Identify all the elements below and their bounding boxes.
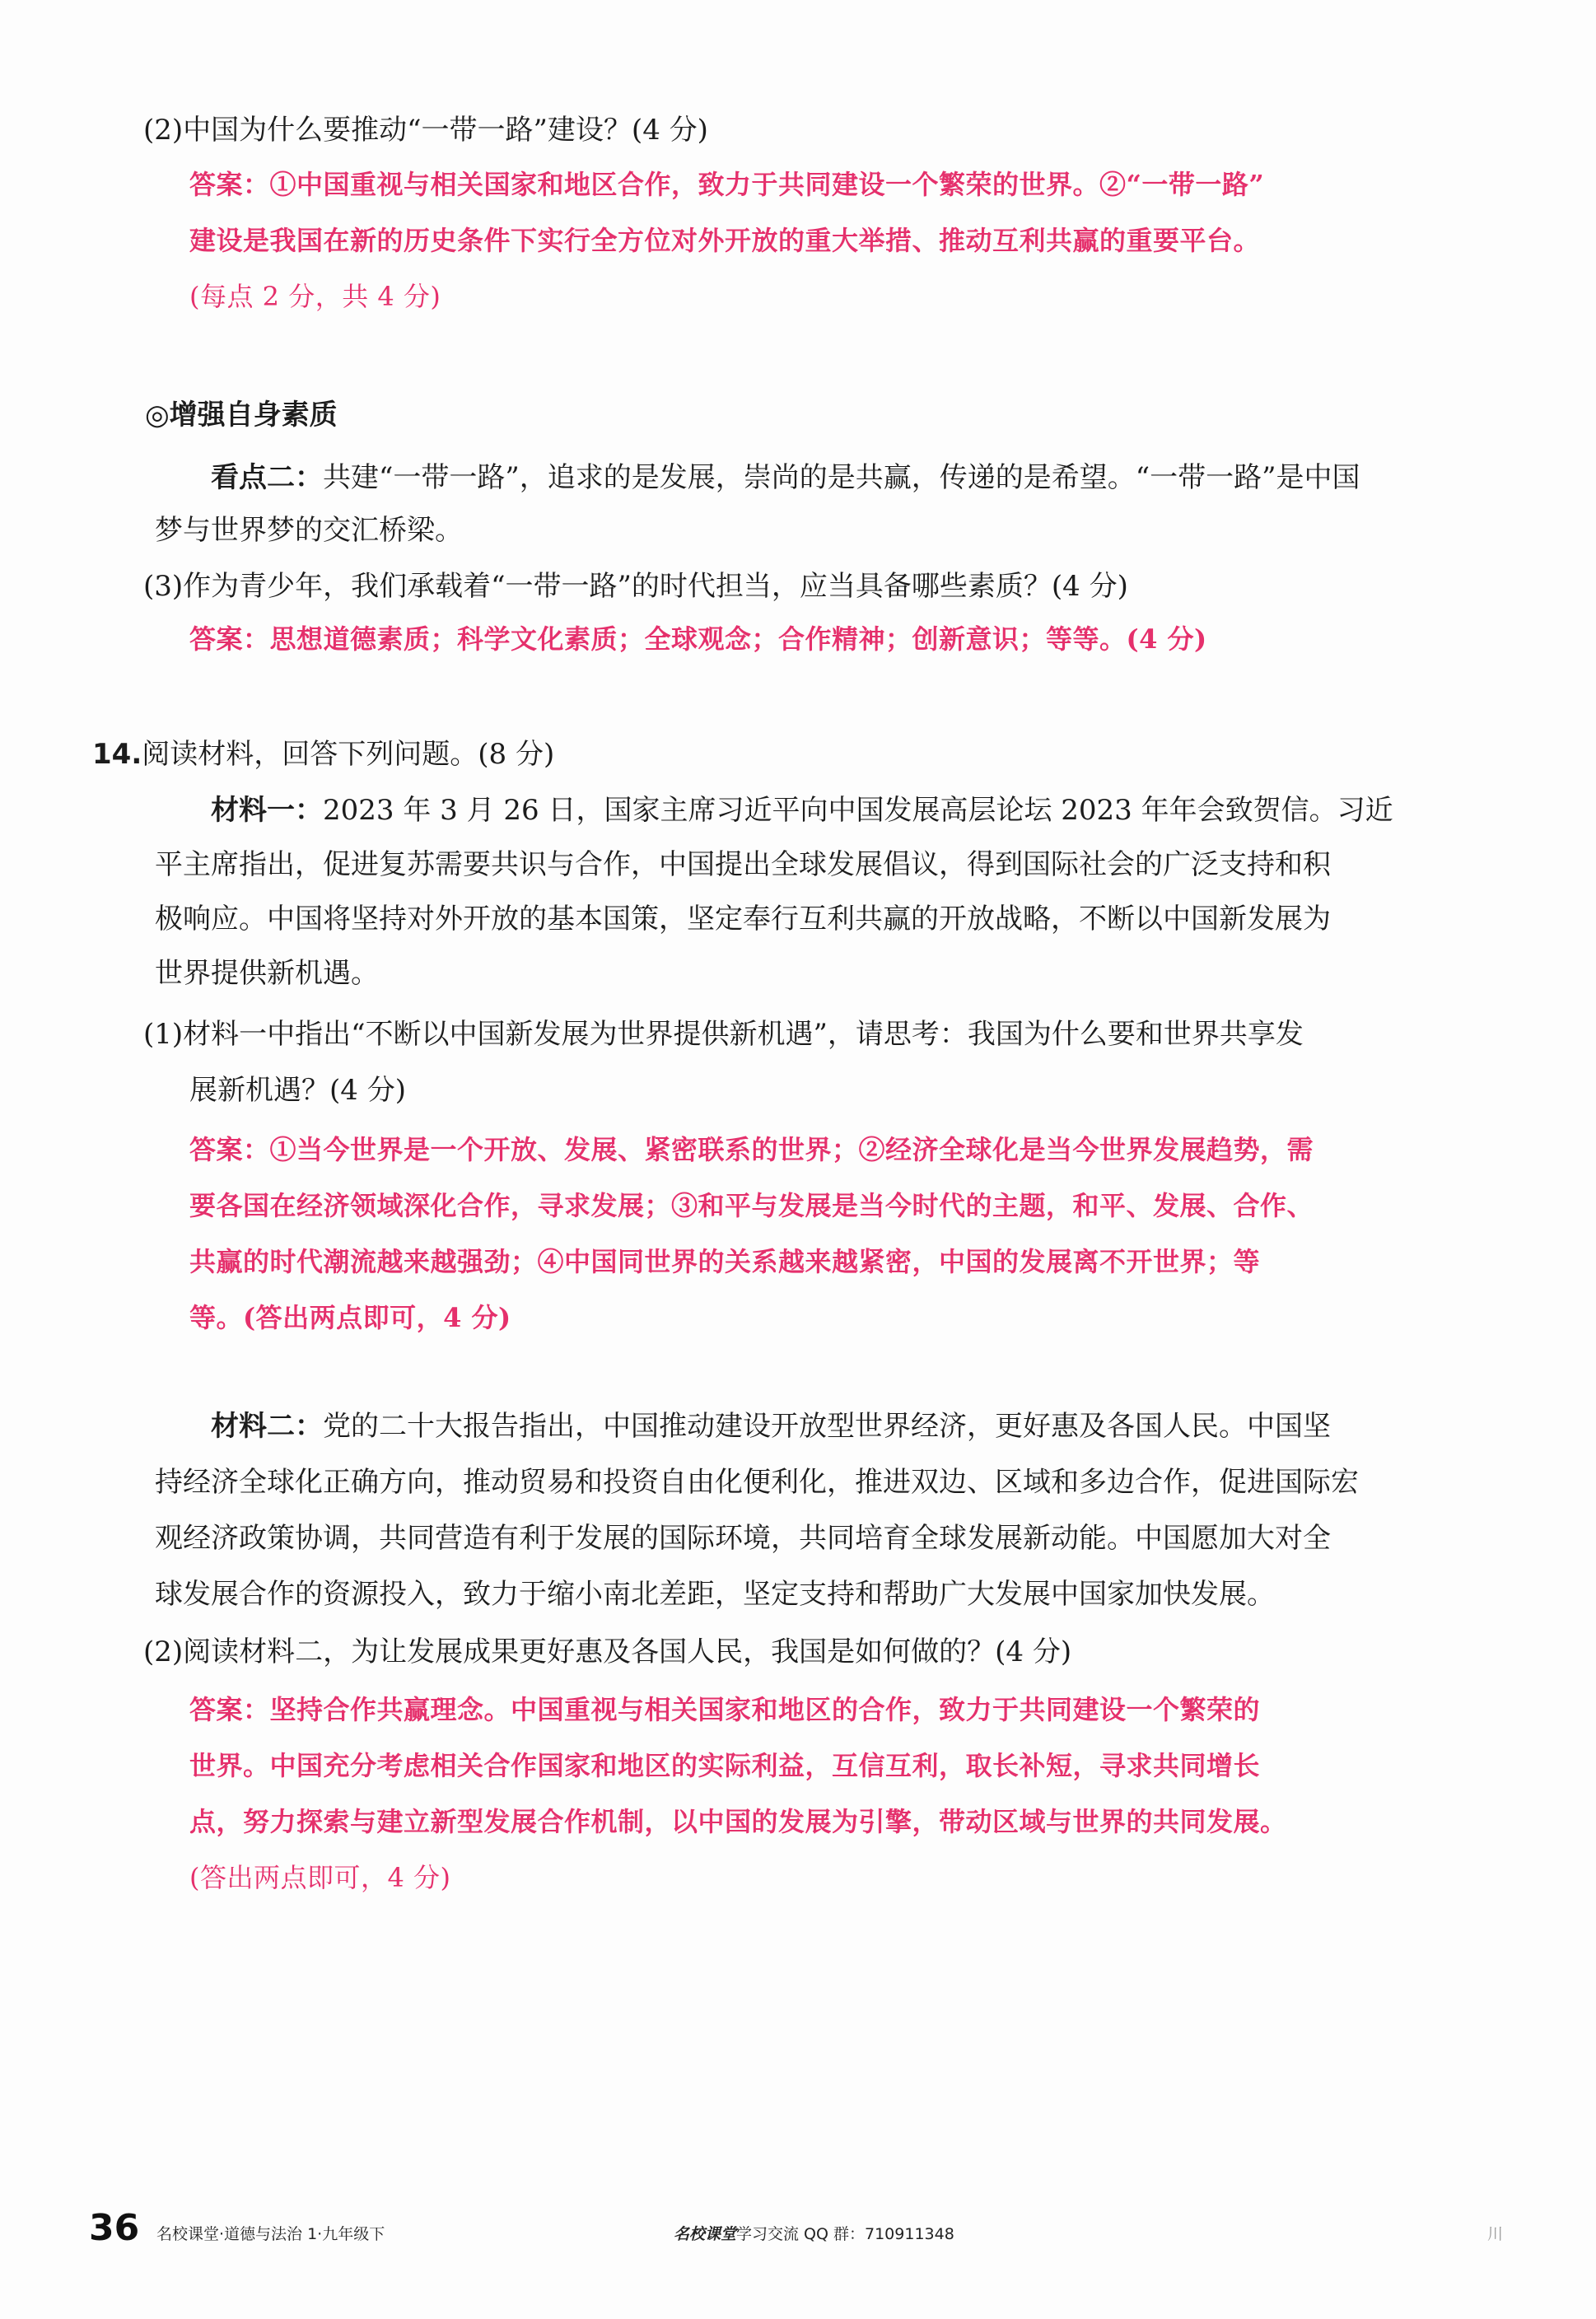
answer-line: 答案：①中国重视与相关国家和地区合作，致力于共同建设一个繁荣的世界。②“一带一路” bbox=[189, 169, 1265, 200]
material-lead: 看点二： bbox=[211, 461, 323, 494]
material-line: 世界提供新机遇。 bbox=[155, 957, 379, 990]
answer-line: 世界。中国充分考虑相关合作国家和地区的实际利益，互信互利，取长补短，寻求共同增长 bbox=[189, 1750, 1261, 1781]
question-14-header bbox=[92, 735, 554, 774]
answer-line: 共赢的时代潮流越来越强劲；④中国同世界的关系越来越紧密，中国的发展离不开世界；等 bbox=[189, 1246, 1261, 1277]
footer-brand bbox=[674, 2223, 954, 2245]
page-number: 36 bbox=[89, 2207, 140, 2249]
answer-score-note: (答出两点即可，4 分) bbox=[189, 1862, 451, 1893]
region-mark: 川 bbox=[1487, 2225, 1504, 2243]
answer-line: 答案：坚持合作共赢理念。中国重视与相关国家和地区的合作，致力于共同建设一个繁荣的 bbox=[189, 1694, 1261, 1725]
answer-line: 点，努力探索与建立新型发展合作机制，以中国的发展为引擎，带动区域与世界的共同发展。 bbox=[189, 1806, 1287, 1837]
question-number: 14. bbox=[92, 738, 142, 771]
question-prompt: 阅读材料，回答下列问题。(8 分) bbox=[142, 738, 555, 771]
answer-score-note: (每点 2 分，共 4 分) bbox=[189, 281, 441, 312]
material-line: 梦与世界梦的交汇桥梁。 bbox=[155, 514, 463, 547]
material-line: 党的二十大报告指出，中国推动建设开放型世界经济，更好惠及各国人民。中国坚 bbox=[323, 1410, 1331, 1443]
page-footer bbox=[0, 2207, 1596, 2256]
answer-line: 等。(答出两点即可，4 分) bbox=[189, 1302, 511, 1333]
answer-line: 建设是我国在新的历史条件下实行全方位对外开放的重大举措、推动互利共赢的重要平台。 bbox=[189, 225, 1261, 256]
qq-group-text: 学习交流 QQ 群：710911348 bbox=[736, 2225, 954, 2243]
material-paragraph bbox=[211, 791, 1393, 830]
answer-line: 答案：①当今世界是一个开放、发展、紧密联系的世界；②经济全球化是当今世界发展趋势，需 bbox=[189, 1134, 1314, 1165]
material-line: 共建“一带一路”，追求的是发展，崇尚的是共赢，传递的是希望。“一带一路”是中国 bbox=[323, 461, 1360, 494]
book-title: 名校课堂·道德与法治 1·九年级下 bbox=[156, 2225, 385, 2243]
material-line: 持经济全球化正确方向，推动贸易和投资自由化便利化，推进双边、区域和多边合作，促进国际宏 bbox=[155, 1466, 1359, 1499]
question-3-text: (3)作为青少年，我们承载着“一带一路”的时代担当，应当具备哪些素质？(4 分) bbox=[143, 570, 1128, 603]
material-lead: 材料一： bbox=[211, 794, 323, 827]
question-1-text: (1)材料一中指出“不断以中国新发展为世界提供新机遇”，请思考：我国为什么要和世界共享发 bbox=[143, 1018, 1304, 1051]
answer-line: 答案：思想道德素质；科学文化素质；全球观念；合作精神；创新意识；等等。(4 分) bbox=[189, 623, 1207, 655]
material-line: 2023 年 3 月 26 日，国家主席习近平向中国发展高层论坛 2023 年年会致贺信。习近 bbox=[323, 794, 1393, 827]
brand-logo: 名校课堂 bbox=[674, 2225, 737, 2243]
material-line: 观经济政策协调，共同营造有利于发展的国际环境，共同培育全球发展新动能。中国愿加大对全 bbox=[155, 1522, 1331, 1555]
question-2-text: (2)中国为什么要推动“一带一路”建设？(4 分) bbox=[143, 114, 708, 147]
answer-line: 要各国在经济领域深化合作，寻求发展；③和平与发展是当今时代的主题，和平、发展、合作、 bbox=[189, 1190, 1314, 1221]
question-2-text: (2)阅读材料二，为让发展成果更好惠及各国人民，我国是如何做的？(4 分) bbox=[143, 1635, 1072, 1668]
section-title: ◎增强自身素质 bbox=[145, 399, 338, 432]
material-line: 球发展合作的资源投入，致力于缩小南北差距，坚定支持和帮助广大发展中国家加快发展。 bbox=[155, 1578, 1275, 1611]
material-paragraph bbox=[211, 458, 1360, 497]
material-paragraph bbox=[211, 1407, 1331, 1446]
material-line: 极响应。中国将坚持对外开放的基本国策，坚定奉行互利共赢的开放战略，不断以中国新发展为 bbox=[155, 903, 1331, 936]
material-lead: 材料二： bbox=[211, 1410, 323, 1443]
question-1-text: 展新机遇？(4 分) bbox=[189, 1074, 406, 1107]
material-line: 平主席指出，促进复苏需要共识与合作，中国提出全球发展倡议，得到国际社会的广泛支持和积 bbox=[155, 848, 1331, 881]
